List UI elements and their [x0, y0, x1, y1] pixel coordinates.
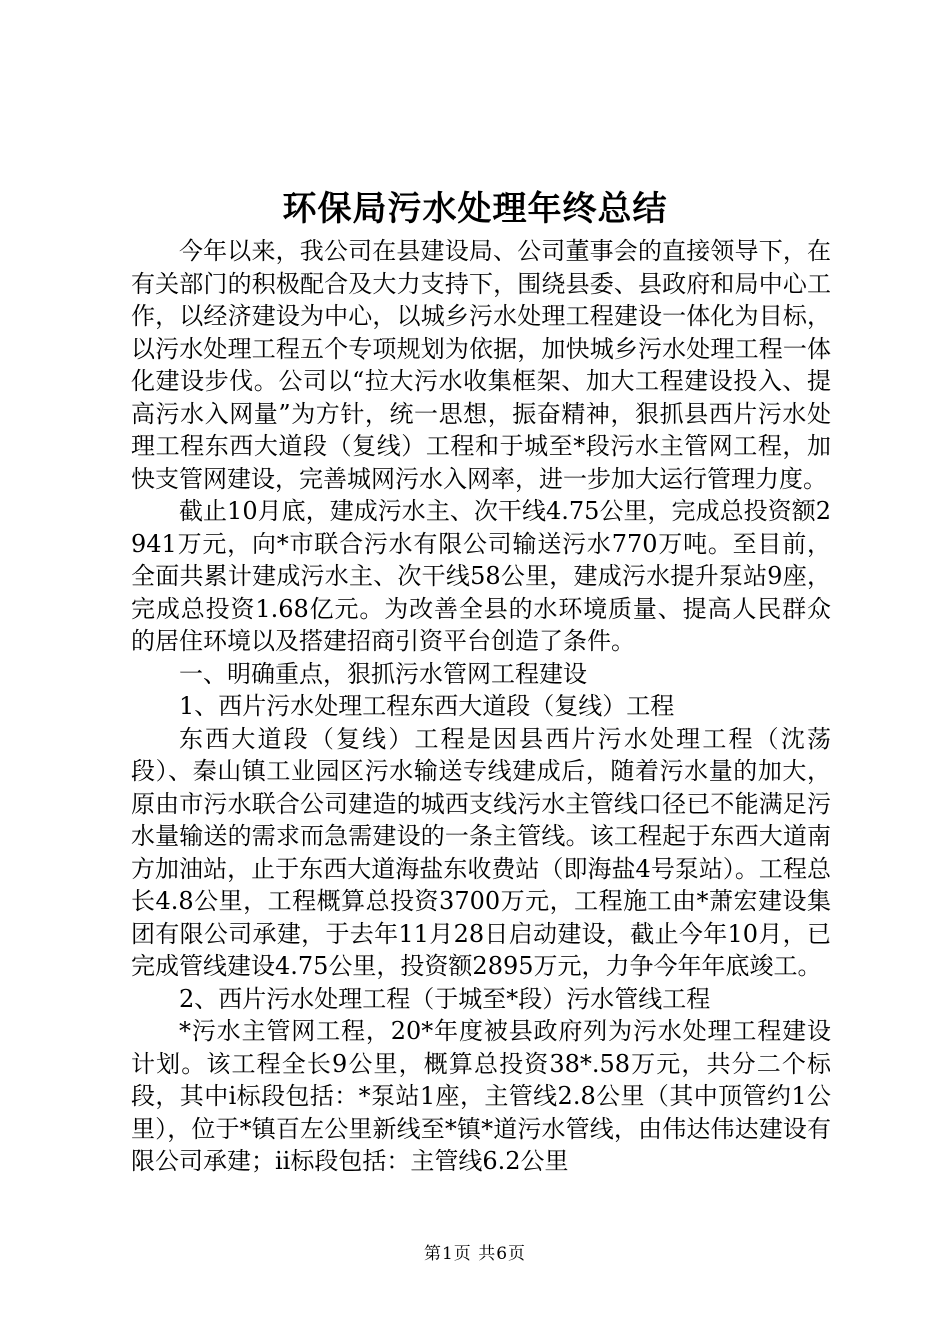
paragraph-subsection-2: *污水主管网工程，20*年度被县政府列为污水处理工程建设计划。该工程全长9公里，概算总投资38*.58万元，共分二个标段，其中i标段包括：*泵站1座，主管线2.8公里（其中顶管约1公里），位于*镇百左公里新线至*镇*道污水管线，由伟达伟达建设有限公司承建；ii标段包括：主管线6.2公里 [131, 1017, 831, 1175]
paragraph-progress: 截止10月底，建成污水主、次干线4.75公里，完成总投资额2941万元，向*市联合污水有限公司输送污水770万吨。至目前，全面共累计建成污水主、次干线58公里，建成污水提升泵站9座，完成总投资1.68亿元。为改善全县的水环境质量、提高人民群众的居住环境以及搭建招商引资平台创造了条件。 [131, 497, 831, 655]
page-number-footer: 第1页 共6页 [423, 1244, 527, 1264]
subsection-heading-2: 2、西片污水处理工程（于城至*段）污水管线工程 [179, 984, 711, 1013]
document-title: 环保局污水处理年终总结 [282, 189, 668, 229]
document-body [131, 235, 831, 1178]
subsection-heading-1: 1、西片污水处理工程东西大道段（复线）工程 [179, 692, 675, 720]
paragraph-subsection-1: 东西大道段（复线）工程是因县西片污水处理工程（沈荡段）、秦山镇工业园区污水输送专线建成后，随着污水量的加大，原由市污水联合公司建造的城西支线污水主管线口径已不能满足污水量输送的需求而急需建设的一条主管线。该工程起于东西大道南方加油站，止于东西大道海盐东收费站（即海盐4号泵站）。工程总长4.8公里，工程概算总投资3700万元，工程施工由*萧宏建设集团有限公司承建，于去年11月28日启动建设，截止今年10月，已完成管线建设4.75公里，投资额2895万元，力争今年年底竣工。 [131, 724, 831, 980]
section-heading-1: 一、明确重点，狠抓污水管网工程建设 [179, 659, 587, 688]
paragraph-intro: 今年以来，我公司在县建设局、公司董事会的直接领导下，在有关部门的积极配合及大力支持下，围绕县委、县政府和局中心工作，以经济建设为中心，以城乡污水处理工程建设一体化为目标，以污水处理工程五个专项规划为依据，加快城乡污水处理工程一体化建设步伐。公司以“拉大污水收集框架、加大工程建设投入、提高污水入网量”为方针，统一思想，振奋精神，狠抓县西片污水处理工程东西大道段（复线）工程和于城至*段污水主管网工程，加快支管网建设，完善城网污水入网率，进一步加大运行管理力度。 [131, 237, 831, 493]
